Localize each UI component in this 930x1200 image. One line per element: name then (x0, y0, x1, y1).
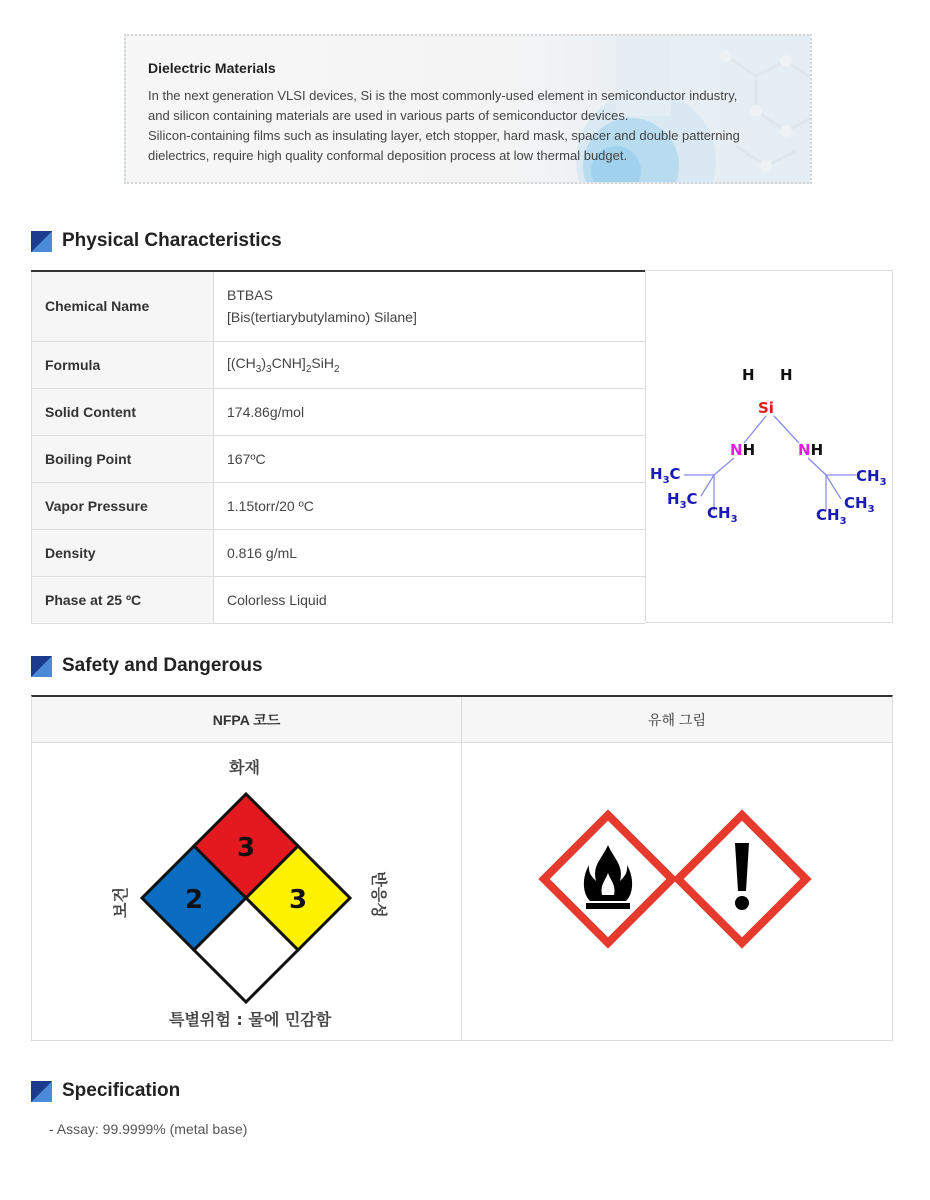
structure-ch3-3: $CH_3$ (844, 494, 875, 515)
section-square-icon (31, 1081, 52, 1102)
physical-characteristics-table (31, 270, 893, 623)
section-title-physical (31, 229, 282, 253)
row-value: Colorless Liquid (214, 576, 646, 623)
table-row (32, 388, 646, 435)
row-value: 0.816 g/mL (214, 529, 646, 576)
table-row (32, 341, 646, 388)
row-value (214, 271, 646, 341)
safety-table (31, 695, 893, 1041)
structure-nh-left-n: NH (730, 441, 756, 459)
chemical-name: BTBAS (227, 287, 273, 304)
health-label: 보건 (110, 887, 130, 918)
row-label: Vapor Pressure (32, 482, 214, 529)
row-label: Formula (32, 341, 214, 388)
exclamation-mark-icon (678, 815, 806, 943)
table-row (32, 576, 646, 623)
row-label: Phase at 25 ºC (32, 576, 214, 623)
row-value: 167ºC (214, 435, 646, 482)
row-label: Chemical Name (32, 271, 214, 341)
hazard-pictogram-header: 유해 그림 (462, 697, 892, 743)
chemical-name-full: [Bis(tertiarybutylamino) Silane] (227, 309, 417, 326)
btbas-structure-diagram (646, 271, 892, 622)
section-title-safety (31, 654, 263, 678)
reactivity-rating: 3 (288, 885, 308, 915)
nfpa-header: NFPA 코드 (32, 697, 461, 743)
section-title-text: Specification (62, 1080, 181, 1101)
table-row (32, 482, 646, 529)
flame-icon (544, 815, 672, 943)
formula-value (214, 341, 646, 388)
row-label: Density (32, 529, 214, 576)
banner-line: In the next generation VLSI devices, Si is the most commonly-used element in semiconductor industry, (148, 88, 738, 103)
molecular-structure-cell (645, 270, 893, 623)
column-divider (461, 697, 462, 1041)
ghs-pictograms (532, 807, 822, 957)
intro-banner (124, 34, 812, 184)
structure-ch3-1: $CH_3$ (707, 504, 738, 525)
table-row (32, 435, 646, 482)
structure-h-right: H (780, 366, 793, 384)
banner-line: dielectrics, require high quality conformal deposition process at low thermal budget. (148, 148, 628, 163)
fire-label: 화재 (229, 758, 260, 777)
row-value: 1.15torr/20 ºC (214, 482, 646, 529)
assay-spec: - Assay: 99.9999% (metal base) (49, 1121, 248, 1137)
special-hazard-label: 특별위험 : 물에 민감함 (169, 1010, 332, 1029)
section-title-text: Safety and Dangerous (62, 655, 263, 676)
row-value: 174.86g/mol (214, 388, 646, 435)
section-title-specification (31, 1079, 180, 1103)
structure-ch3-4: $CH_3$ (816, 506, 847, 527)
banner-description (148, 86, 798, 166)
banner-line: Silicon-containing films such as insulating layer, etch stopper, hard mask, spacer and double patterning (148, 128, 740, 143)
fire-rating: 3 (236, 833, 256, 863)
structure-si: Si (758, 399, 774, 417)
section-square-icon (31, 656, 52, 677)
banner-title: Dielectric Materials (148, 60, 276, 76)
structure-h3c-2: $H_3C$ (667, 490, 698, 511)
structure-ch3-2: $CH_3$ (856, 467, 887, 488)
nfpa-diamond (92, 747, 392, 1027)
structure-h-left: H (742, 366, 755, 384)
structure-h3c-1: $H_3C$ (650, 465, 681, 486)
section-title-text: Physical Characteristics (62, 230, 282, 251)
table-row (32, 271, 646, 341)
table-row (32, 529, 646, 576)
row-label: Solid Content (32, 388, 214, 435)
structure-nh-right-n: NH (798, 441, 824, 459)
row-label: Boiling Point (32, 435, 214, 482)
banner-line: and silicon containing materials are used in various parts of semiconductor devices. (148, 108, 629, 123)
health-rating: 2 (184, 885, 204, 915)
formula-text: $[(CH_3)_3CNH]_2SiH_2$ (227, 354, 340, 375)
reactivity-label: 반응성 (369, 871, 389, 918)
section-square-icon (31, 231, 52, 252)
